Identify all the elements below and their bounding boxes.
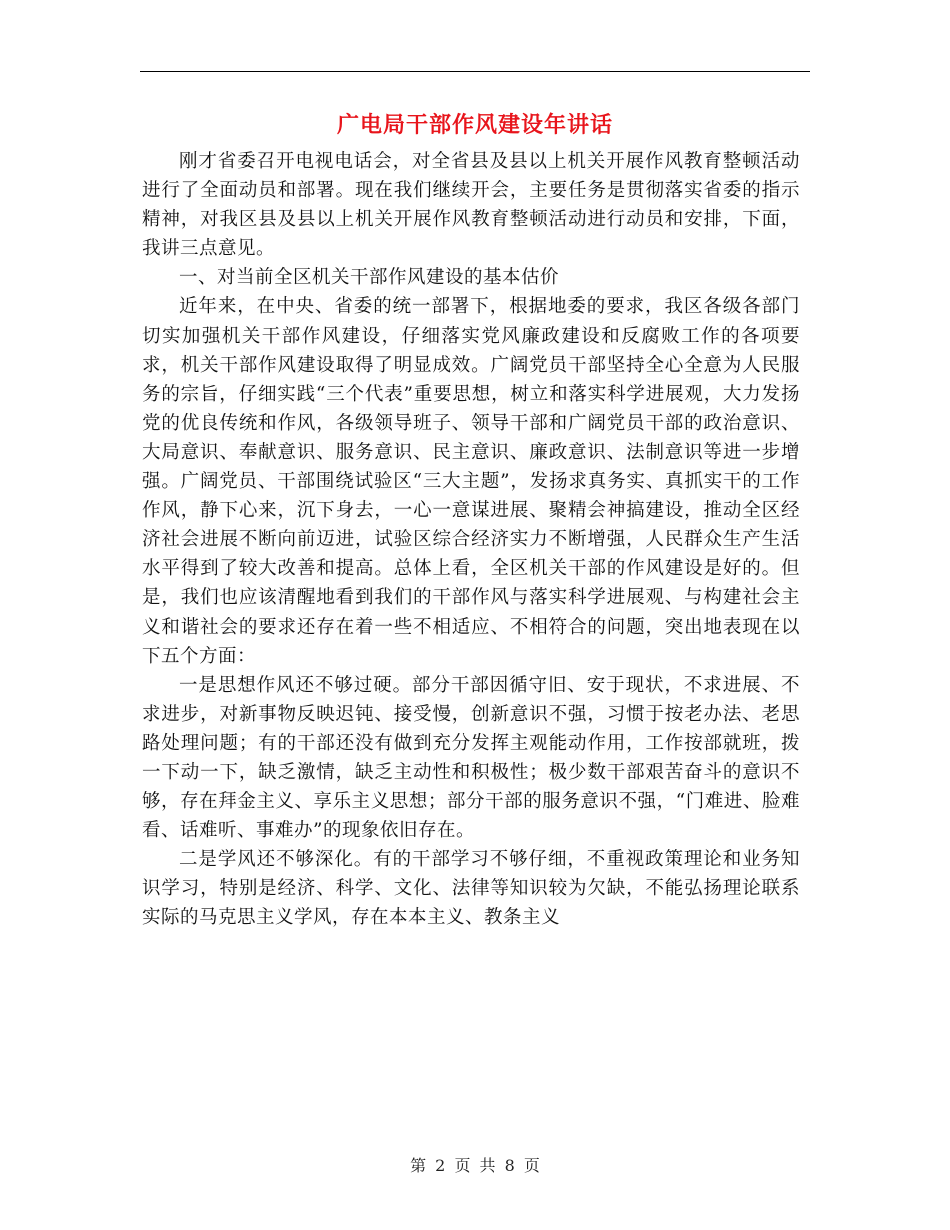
page-number: 第 2 页 共 8 页 xyxy=(410,1156,540,1175)
paragraph-point-1: 一是思想作风还不够过硬。部分干部因循守旧、安于现状，不求进展、不求进步，对新事物反映迟钝、接受慢，创新意识不强，习惯于按老办法、老思路处理问题；有的干部还没有做到充分发挥主观能动作用，工作按部就班，拨一下动一下，缺乏激情，缺乏主动性和积极性；极少数干部艰苦奋斗的意识不够，存在拜金主义、享乐主义思想；部分干部的服务意识不强，“门难进、脸难看、话难听、事难办”的现象依旧存在。 xyxy=(142,674,800,842)
paragraph-point-2: 二是学风还不够深化。有的干部学习不够仔细，不重视政策理论和业务知识学习，特别是经济、科学、文化、法律等知识较为欠缺，不能弘扬理论联系实际的马克思主义学风，存在本本主义、教条主义 xyxy=(142,849,800,929)
document-body xyxy=(142,147,800,933)
paragraph-assessment: 近年来，在中央、省委的统一部署下，根据地委的要求，我区各级各部门切实加强机关干部作风建设，仔细落实党风廉政建设和反腐败工作的各项要求，机关干部作风建设取得了明显成效。广阔党员干部坚持全心全意为人民服务的宗旨，仔细实践“三个代表”重要思想，树立和落实科学进展观，大力发扬党的优良传统和作风，各级领导班子、领导干部和广阔党员干部的政治意识、大局意识、奉献意识、服务意识、民主意识、廉政意识、法制意识等进一步增强。广阔党员、干部围绕试验区“三大主题”，发扬求真务实、真抓实干的工作作风，静下心来，沉下身去，一心一意谋进展、聚精会神搞建设，推动全区经济社会进展不断向前迈进，试验区综合经济实力不断增强，人民群众生产生活水平得到了较大改善和提高。总体上看，全区机关干部的作风建设是好的。但是，我们也应该清醒地看到我们的干部作风与落实科学进展观、与构建社会主义和谐社会的要求还存在着一些不相适应、不相符合的问题，突出地表现在以下五个方面： xyxy=(142,296,800,667)
section-heading-1: 一、对当前全区机关干部作风建设的基本估价 xyxy=(179,267,560,289)
header-rule xyxy=(140,71,810,72)
paragraph-intro: 刚才省委召开电视电话会，对全省县及县以上机关开展作风教育整顿活动进行了全面动员和部署。现在我们继续开会，主要任务是贯彻落实省委的指示精神，对我区县及县以上机关开展作风教育整顿活动进行动员和安排，下面，我讲三点意见。 xyxy=(142,151,800,260)
document-title: 广电局干部作风建设年讲话 xyxy=(336,112,613,138)
